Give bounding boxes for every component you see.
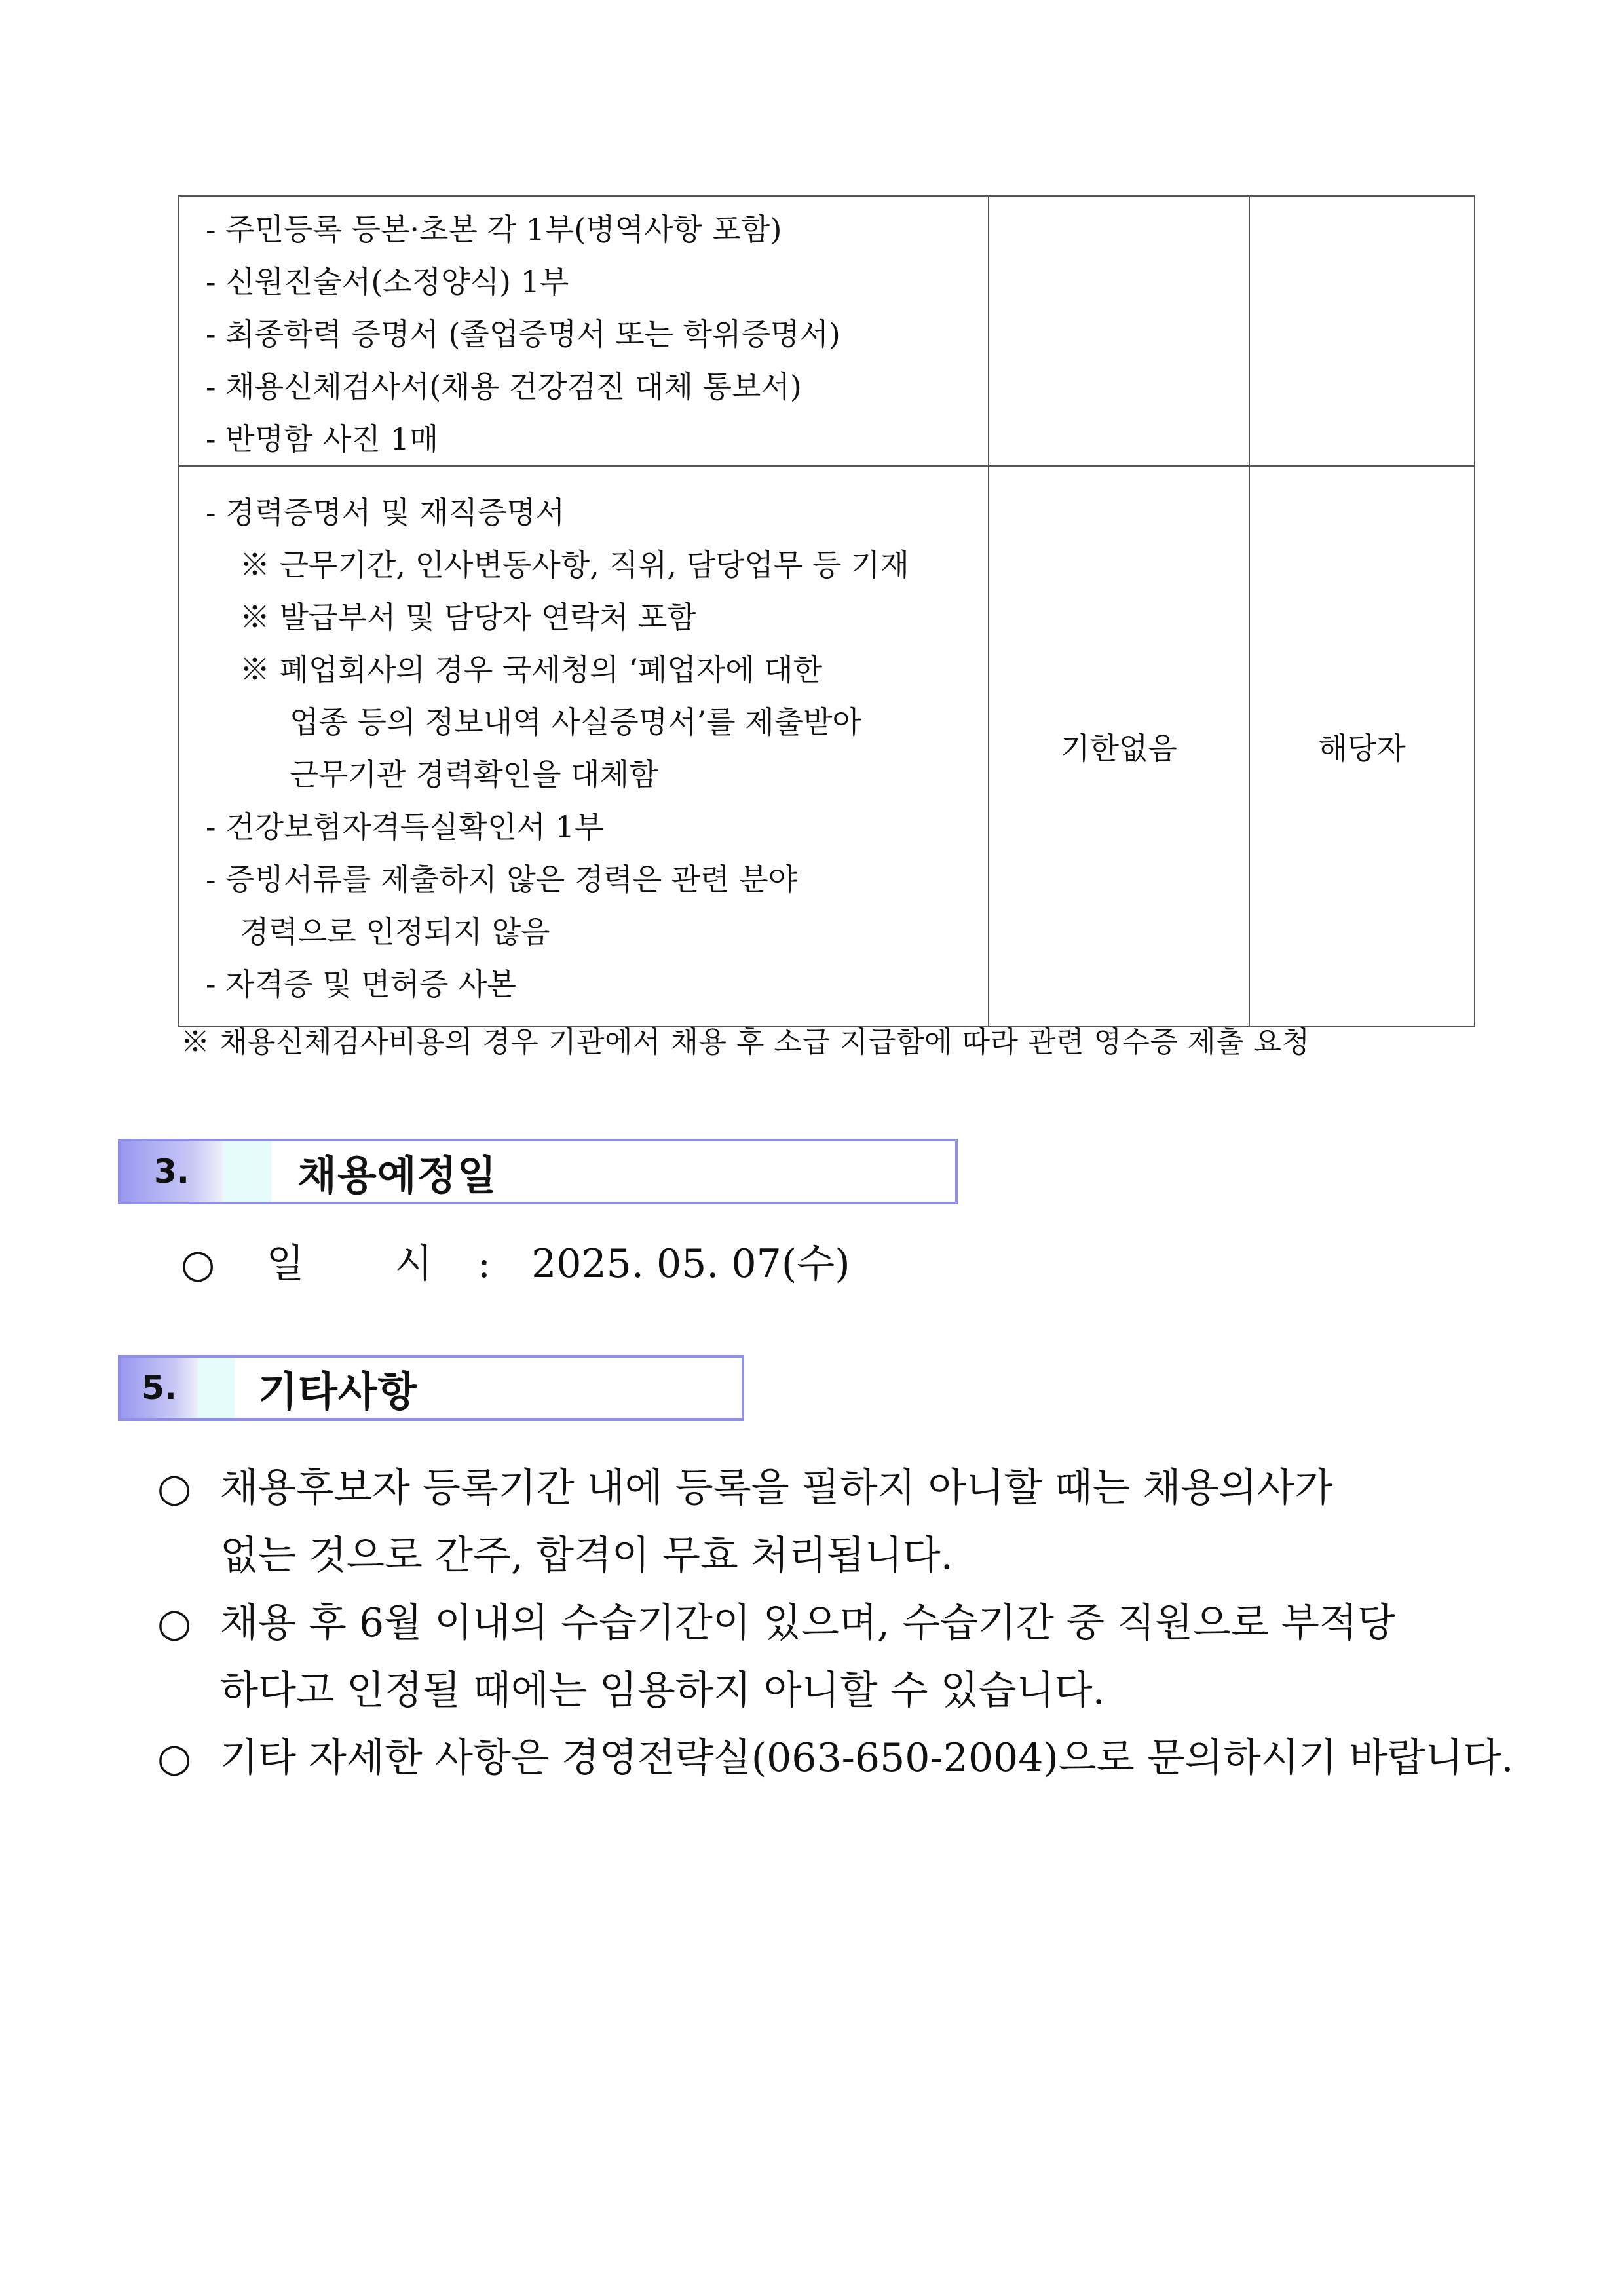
list-item-text: 채용 후 6월 이내의 수습기간이 있으며, 수습기간 중 직원으로 부적당 xyxy=(220,1600,1395,1646)
documents-cell xyxy=(179,196,989,466)
table-row xyxy=(179,466,1475,1027)
deadline-cell xyxy=(989,196,1249,466)
section-3-header xyxy=(118,1139,958,1204)
doc-note: ※ 근무기간, 인사변동사항, 직위, 담당업무 등 기재 xyxy=(240,547,909,583)
date-value: 2025. 05. 07(수) xyxy=(531,1241,850,1287)
notes-list xyxy=(157,1455,1514,1792)
list-item-text: 채용후보자 등록기간 내에 등록을 필하지 아니할 때는 채용의사가 xyxy=(220,1465,1333,1511)
doc-item: - 신원진술서(소정양식) 1부 xyxy=(206,264,569,299)
doc-item: - 최종학력 증명서 (졸업증명서 또는 학위증명서) xyxy=(206,316,840,352)
table-row xyxy=(179,196,1475,466)
circle-bullet-icon: ○ xyxy=(157,1465,192,1511)
doc-note-cont: 근무기관 경력확인을 대체함 xyxy=(290,757,658,792)
list-item-cont: 하다고 인정될 때에는 임용하지 아니할 수 있습니다. xyxy=(220,1668,1105,1713)
doc-note-cont: 업종 등의 정보내역 사실증명서’를 제출받아 xyxy=(290,704,861,740)
circle-bullet-icon: ○ xyxy=(181,1241,216,1287)
deadline-cell: 기한없음 xyxy=(989,466,1249,1027)
section-title: 기타사항 xyxy=(258,1367,418,1415)
list-item xyxy=(157,1590,1500,1657)
doc-item: - 주민등록 등본·초본 각 1부(병역사항 포함) xyxy=(206,212,782,247)
section-header-band xyxy=(198,1358,235,1418)
doc-item: - 경력증명서 및 재직증명서 xyxy=(206,495,565,530)
doc-note: ※ 발급부서 및 담당자 연락처 포함 xyxy=(240,600,696,635)
date-line xyxy=(181,1234,850,1293)
documents-cell xyxy=(179,466,989,1027)
circle-bullet-icon: ○ xyxy=(157,1735,192,1781)
target-cell xyxy=(1249,196,1475,466)
list-item xyxy=(157,1725,1514,1792)
section-number: 3. xyxy=(121,1141,223,1202)
circle-bullet-icon: ○ xyxy=(157,1600,192,1646)
documents-table xyxy=(178,195,1475,1027)
doc-item: - 자격증 및 면허증 사본 xyxy=(206,966,516,1002)
date-label: 시 xyxy=(394,1241,433,1287)
section-title: 채용예정일 xyxy=(297,1151,497,1199)
list-item-text: 기타 자세한 사항은 경영전략실(063-650-2004)으로 문의하시기 바랍니다. xyxy=(220,1735,1514,1781)
doc-item: - 증빙서류를 제출하지 않은 경력은 관련 분야 xyxy=(206,862,798,897)
doc-item: - 건강보험자격득실확인서 1부 xyxy=(206,809,604,845)
doc-item: - 반명함 사진 1매 xyxy=(206,421,439,457)
section-number: 5. xyxy=(121,1358,198,1418)
doc-item: - 채용신체검사서(채용 건강검진 대체 통보서) xyxy=(206,369,802,404)
doc-note: ※ 폐업회사의 경우 국세청의 ‘폐업자에 대한 xyxy=(240,652,823,687)
target-cell: 해당자 xyxy=(1249,466,1475,1027)
table-footnote: ※ 채용신체검사비용의 경우 기관에서 채용 후 소급 지급함에 따라 관련 영수증 제출 요청 xyxy=(181,1025,1310,1059)
date-label: 일 xyxy=(266,1241,305,1287)
section-5-header xyxy=(118,1355,744,1421)
date-separator: : xyxy=(477,1241,491,1287)
doc-item-cont: 경력으로 인정되지 않음 xyxy=(240,914,550,949)
list-item xyxy=(157,1455,1500,1522)
list-item-cont: 없는 것으로 간주, 합격이 무효 처리됩니다. xyxy=(220,1533,953,1578)
section-header-band xyxy=(223,1141,271,1202)
